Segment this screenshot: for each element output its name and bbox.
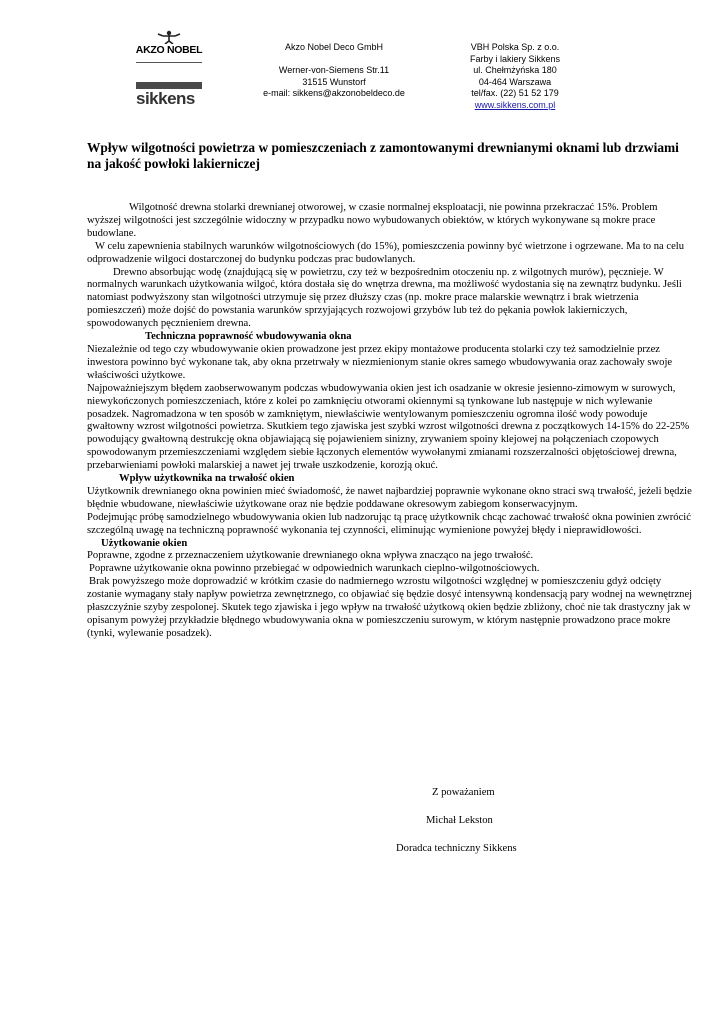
signer-name: Michał Lekston xyxy=(426,814,493,826)
section2-paragraph-1: Użytkownik drewnianego okna powinien mieć świadomość, że nawet najbardziej poprawnie wykonane okno straci swą trwałość, jeżeli będzie błędnie wbudowane, niewłaściwie użytkowane oraz nie będzie poddawane okresowym zabiegom konserwacyjnym. xyxy=(87,485,692,510)
right-phone: tel/fax. (22) 51 52 179 xyxy=(471,88,559,98)
intro-paragraph-2: W celu zapewnienia stabilnych warunków wilgotnościowych (do 15%), pomieszczenia powinny być wietrzone i ogrzewane. Ma to na celu odprowadzenie wilgoci dostarczonej do budynku podczas prac budowlanych. xyxy=(87,240,685,265)
section1-paragraph-2: Najpoważniejszym błędem zaobserwowanym podczas wbudowywania okien jest ich osadzanie w okresie jesienno-zimowym w surowych, niewykończonych pomieszczeniach, które z kolei po zamknięciu otworami okiennymi są tynkowane lub następuje w nich wylewanie posadzek. Nagromadzona w ten sposób w zamkniętym, niewłaściwie wentylowanym pomieszczeniu ogromna ilość wody powoduje gwałtowny wzrost wilgotności powietrza. Skutkiem tego zjawiska jest szybki wzrost wilgotności drewna z początkowych 14-15% do 22-25% powodujący gwałtowną destrukcję okna objawiającą się pojawieniem sinizny, zrywaniem spoiny klejowej na połączeniach czopowych spowodowanym przemieszczeniami względem siebie łączonych elementów wywołanymi zmianami rozszerzalności objętościowej drewna, przebarwieniami powłoki malarskiej a nawet jej trwałe uszkodzenie, korozją okuć. xyxy=(87,382,690,472)
section3-paragraph-2: Poprawne użytkowanie okna powinno przebiegać w odpowiednich warunkach cieplno-wilgotnościowych. xyxy=(89,563,540,575)
section3-paragraph-3: Brak powyższego może doprowadzić w krótkim czasie do nadmiernego wzrostu wilgotności względnej w pomieszczeniu gdyż odcięty zostanie wymagany stały napływ powietrza zewnętrznego, co objawiać się będzie dosyć intensywną kondensacją pary wodnej na wewnętrznej płaszczyźnie szyby zespolonej. Skutek tego zjawiska i jego wpływ na trwałość użytkową okien będzie zbliżony, choć nie tak drastyczny jak w opisanym powyżej przykładzie błędnego wbudowywania okna w pomieszczeniu surowym, w którym następnie prowadzono prace mokre (tynki, wylewanie posadzek). xyxy=(87,576,693,639)
akzo-nobel-figure-icon xyxy=(154,30,184,44)
sikkens-logo xyxy=(136,82,202,114)
left-street: Werner-von-Siemens Str.11 xyxy=(278,65,390,75)
section-heading-user-impact: Wpływ użytkownika na trwałość okien xyxy=(119,473,295,485)
document-title: Wpływ wilgotności powietrza w pomieszczeniach z zamontowanymi drewnianymi oknami lub drzwiami na jakość powłoki lakierniczej xyxy=(87,140,679,171)
section3-paragraph-1: Poprawne, zgodne z przeznaczeniem użytkowanie drewnianego okna wpływa znacząco na jego trwałość. xyxy=(87,550,534,562)
section-heading-usage: Użytkowanie okien xyxy=(101,537,188,549)
akzo-nobel-wordmark: AKZO NOBEL xyxy=(135,44,203,56)
intro-paragraph-1: Wilgotność drewna stolarki drewnianej otworowej, w czasie normalnej eksploatacji, nie powinna przekraczać 15%. Problem wyższej wilgotności jest szczególnie widoczny w przypadku nowo wybudowanych obiektów, w których wykonywane są mokre prace budowlane. xyxy=(87,202,658,239)
right-line2: Farby i lakiery Sikkens xyxy=(469,53,561,64)
right-street: ul. Chełmżyńska 180 xyxy=(473,65,557,75)
sikkens-bar xyxy=(136,82,202,89)
right-city: 04-464 Warszawa xyxy=(478,76,552,87)
right-address-block xyxy=(440,42,590,111)
document-body xyxy=(87,202,693,641)
sikkens-wordmark: sikkens xyxy=(136,89,195,108)
akzo-nobel-logo xyxy=(128,30,210,64)
left-city: 31515 Wunstorf xyxy=(302,76,366,87)
website-link[interactable]: www.sikkens.com.pl xyxy=(474,99,556,110)
logo-divider xyxy=(136,62,202,63)
logo-area xyxy=(128,30,210,108)
left-address-block xyxy=(244,42,424,100)
left-email: e-mail: sikkens@akzonobeldeco.de xyxy=(263,88,405,98)
intro-paragraph-3: Drewno absorbując wodę (znajdującą się w powietrzu, czy też w bezpośrednim otoczeniu np. z wilgotnych murów), pęcznieje. W normalnych warunkach użytkowania wilgoć, która dostała się do wnętrza drewna, ma możliwość wydostania się na zewnątrz budynku. Jeśli natomiast podwyższony stan wilgotności utrzymuje się przez dłuższy czas (np. mokre prace malarskie wewnątrz i brak wietrzenia pomieszczeń) może dojść do powstania warunków sprzyjających rozwojowi grzybów lub też do pękania powłok lakierniczych, spowodowanych pęcznieniem drewna. xyxy=(87,266,682,330)
right-company: VBH Polska Sp. z o.o. xyxy=(470,42,560,52)
section2-paragraph-2: Podejmując próbę samodzielnego wbudowywania okien lub nadzorując tą pracę użytkownik chcąc zachować trwałość okna powinien zwrócić szczególną uwagę na techniczną poprawność wykonania tej czynności, eliminując wymienione powyżej błędy i nieprawidłowości. xyxy=(87,511,691,536)
left-company: Akzo Nobel Deco GmbH xyxy=(284,42,384,52)
signature-block xyxy=(396,787,596,856)
closing-text: Z poważaniem xyxy=(432,787,495,798)
signer-role: Doradca techniczny Sikkens xyxy=(396,842,517,854)
section1-paragraph-1: Niezależnie od tego czy wbudowywanie okien prowadzone jest przez ekipy montażowe producenta stolarki czy też samodzielnie przez inwestora powinno być wykonane tak, aby okna przetrwały w niezmienionym stanie okres samego wbudowywania oraz zachowały swoje właściwości użytkowe. xyxy=(87,343,673,381)
section-heading-installation: Techniczna poprawność wbudowywania okna xyxy=(145,331,352,343)
